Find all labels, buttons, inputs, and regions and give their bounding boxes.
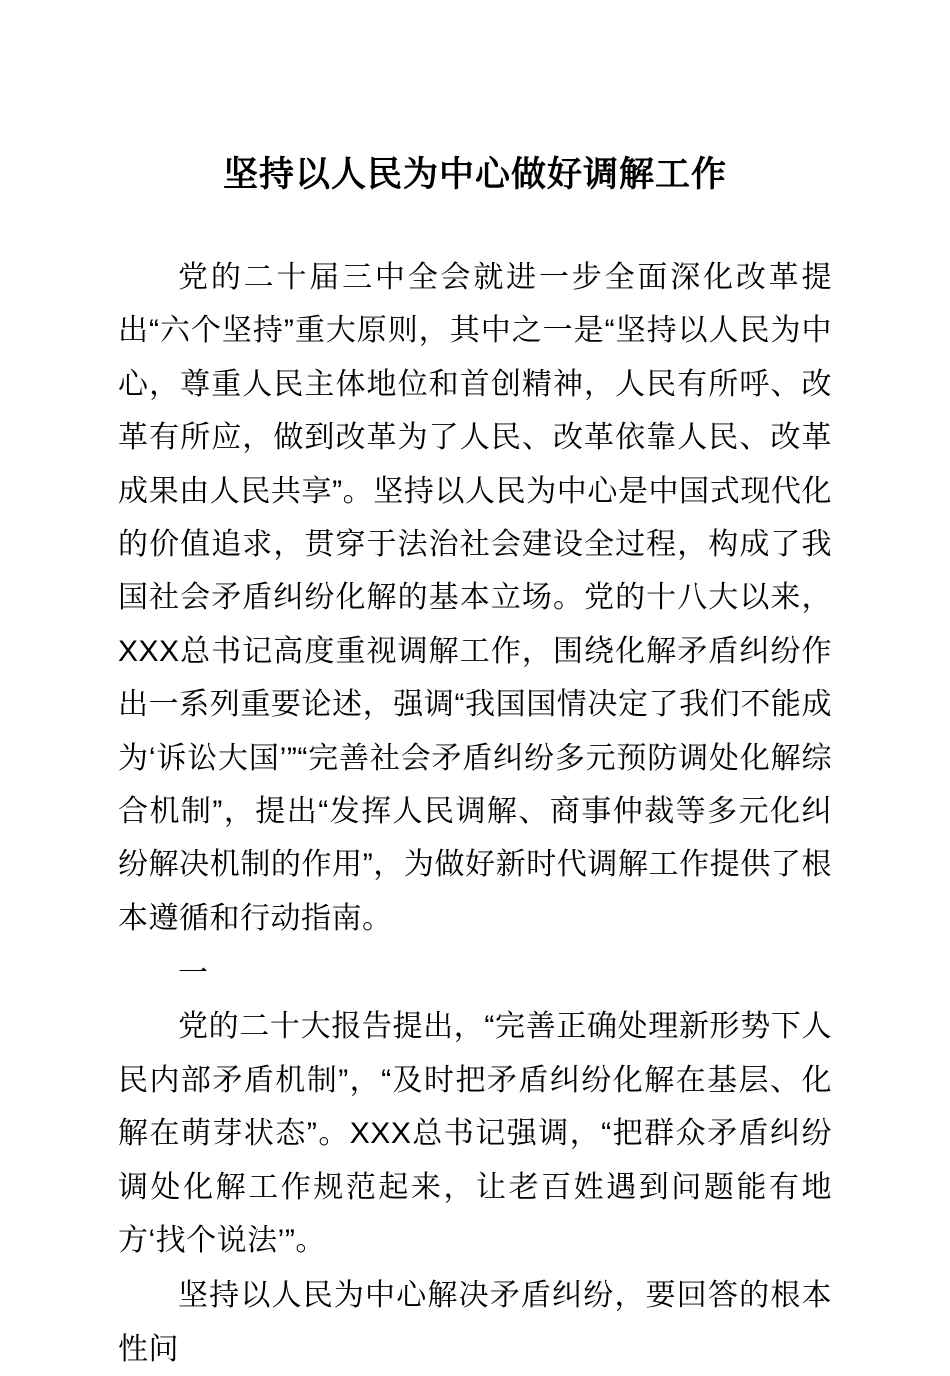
paragraph-intro: 党的二十届三中全会就进一步全面深化改革提出“六个坚持”重大原则，其中之一是“坚持以人民为中心，尊重人民主体地位和首创精神，人民有所呼、改革有所应，做到改革为了人民、改革依靠人民、改革成果由人民共享”。坚持以人民为中心是中国式现代化的价值追求，贯穿于法治社会建设全过程，构成了我国社会矛盾纠纷化解的基本立场。党的十八大以来，XXX总书记高度重视调解工作，围绕化解矛盾纠纷作出一系列重要论述，强调“我国国情决定了我们不能成为‘诉讼大国’”“完善社会矛盾纠纷多元预防调处化解综合机制”，提出“发挥人民调解、商事仲裁等多元化纠纷解决机制的作用”，为做好新时代调解工作提供了根本遵循和行动指南。 xyxy=(118,261,832,935)
section-marker: 一 xyxy=(178,957,209,991)
page-title: 坚持以人民为中心做好调解工作 xyxy=(222,155,727,194)
paragraph-section-2: 坚持以人民为中心解决矛盾纠纷，要回答的根本性问 xyxy=(118,1279,832,1366)
paragraph-section-1: 党的二十大报告提出，“完善正确处理新形势下人民内部矛盾机制”，“及时把矛盾纠纷化解在基层、化解在萌芽状态”。XXX总书记强调，“把群众矛盾纠纷调处化解工作规范起来，让老百姓遇到问题能有地方‘找个说法’”。 xyxy=(118,1010,832,1258)
